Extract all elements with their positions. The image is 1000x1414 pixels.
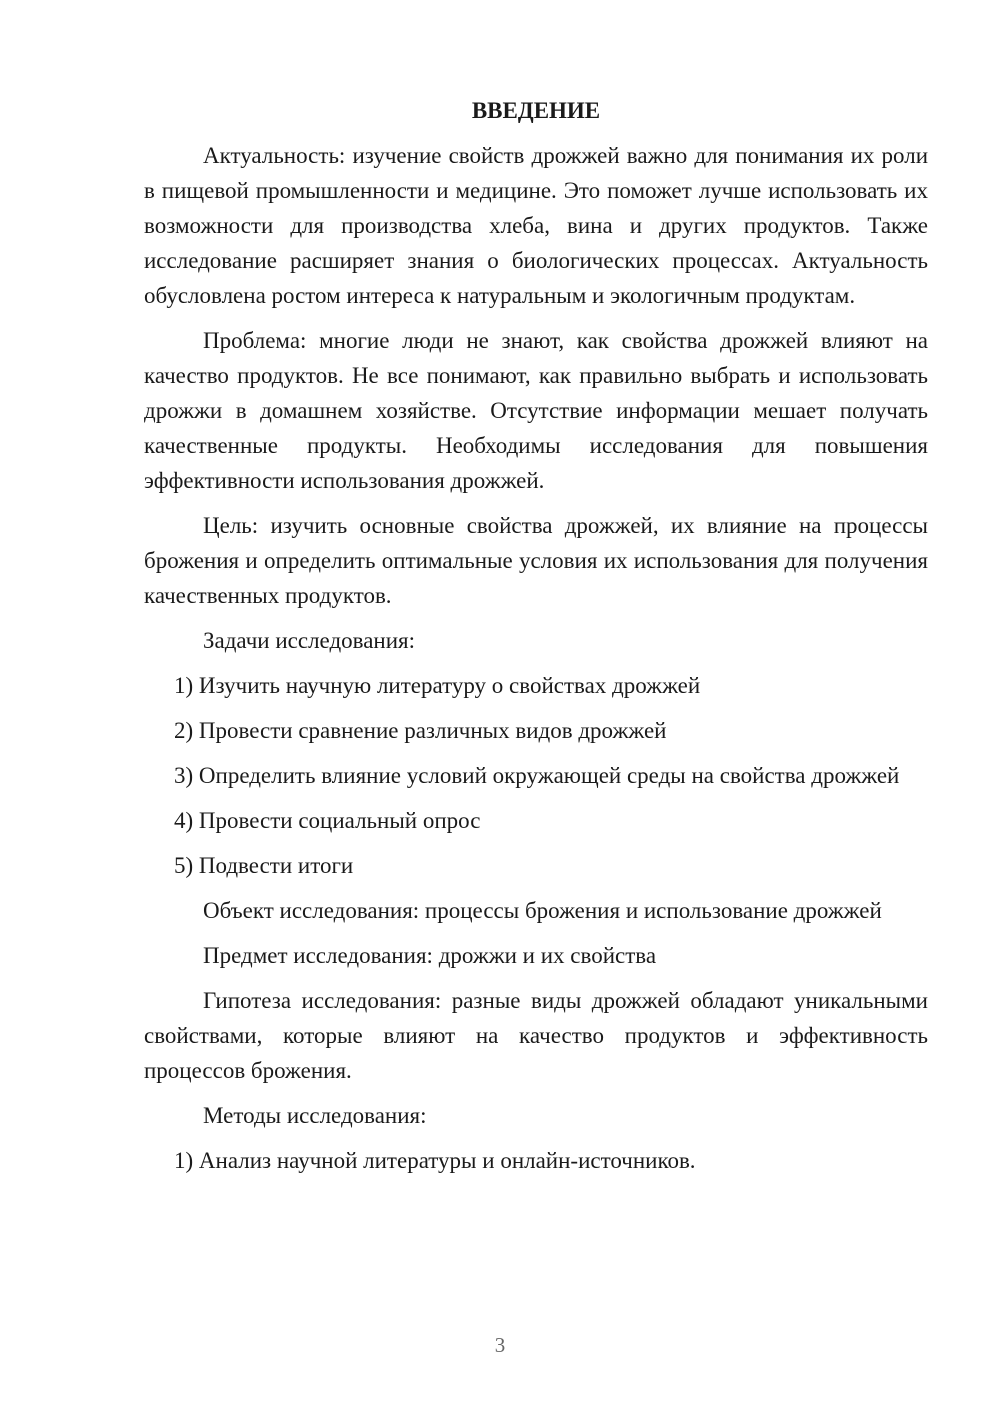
paragraph-goal: Цель: изучить основные свойства дрожжей, их влияние на процессы брожения и определить оптимальные условия их использования для получения качественных продуктов. [144, 513, 928, 608]
paragraph-problem: Проблема: многие люди не знают, как свойства дрожжей влияют на качество продуктов. Не все понимают, как правильно выбрать и использовать дрожжи в домашнем хозяйстве. Отсутствие информации мешает получать качественные продукты. Необходимы исследования для повышения эффективности использования дрожжей. [144, 328, 928, 493]
task-item-4: 4) Провести социальный опрос [174, 808, 481, 833]
tasks-heading: Задачи исследования: [203, 628, 416, 653]
task-item-2: 2) Провести сравнение различных видов дрожжей [174, 718, 667, 743]
paragraph-hypothesis: Гипотеза исследования: разные виды дрожжей обладают уникальными свойствами, которые влияют на качество продуктов и эффективность процессов брожения. [144, 988, 928, 1083]
task-item-5: 5) Подвести итоги [174, 853, 354, 878]
document-page [144, 93, 928, 1188]
methods-heading: Методы исследования: [203, 1103, 427, 1128]
task-item-3: 3) Определить влияние условий окружающей среды на свойства дрожжей [174, 763, 900, 788]
page-number: 3 [494, 1333, 506, 1357]
paragraph-object: Объект исследования: процессы брожения и использование дрожжей [203, 898, 882, 923]
paragraph-relevance: Актуальность: изучение свойств дрожжей важно для понимания их роли в пищевой промышленности и медицине. Это поможет лучше использовать их возможности для производства хлеба, вина и других продуктов. Также исследование расширяет знания о биологических процессах. Актуальность обусловлена ростом интереса к натуральным и экологичным продуктам. [144, 143, 928, 308]
document-title: ВВЕДЕНИЕ [471, 98, 601, 123]
method-item-1: 1) Анализ научной литературы и онлайн-источников. [174, 1148, 696, 1173]
paragraph-subject: Предмет исследования: дрожжи и их свойства [203, 943, 657, 968]
task-item-1: 1) Изучить научную литературу о свойствах дрожжей [174, 673, 701, 698]
